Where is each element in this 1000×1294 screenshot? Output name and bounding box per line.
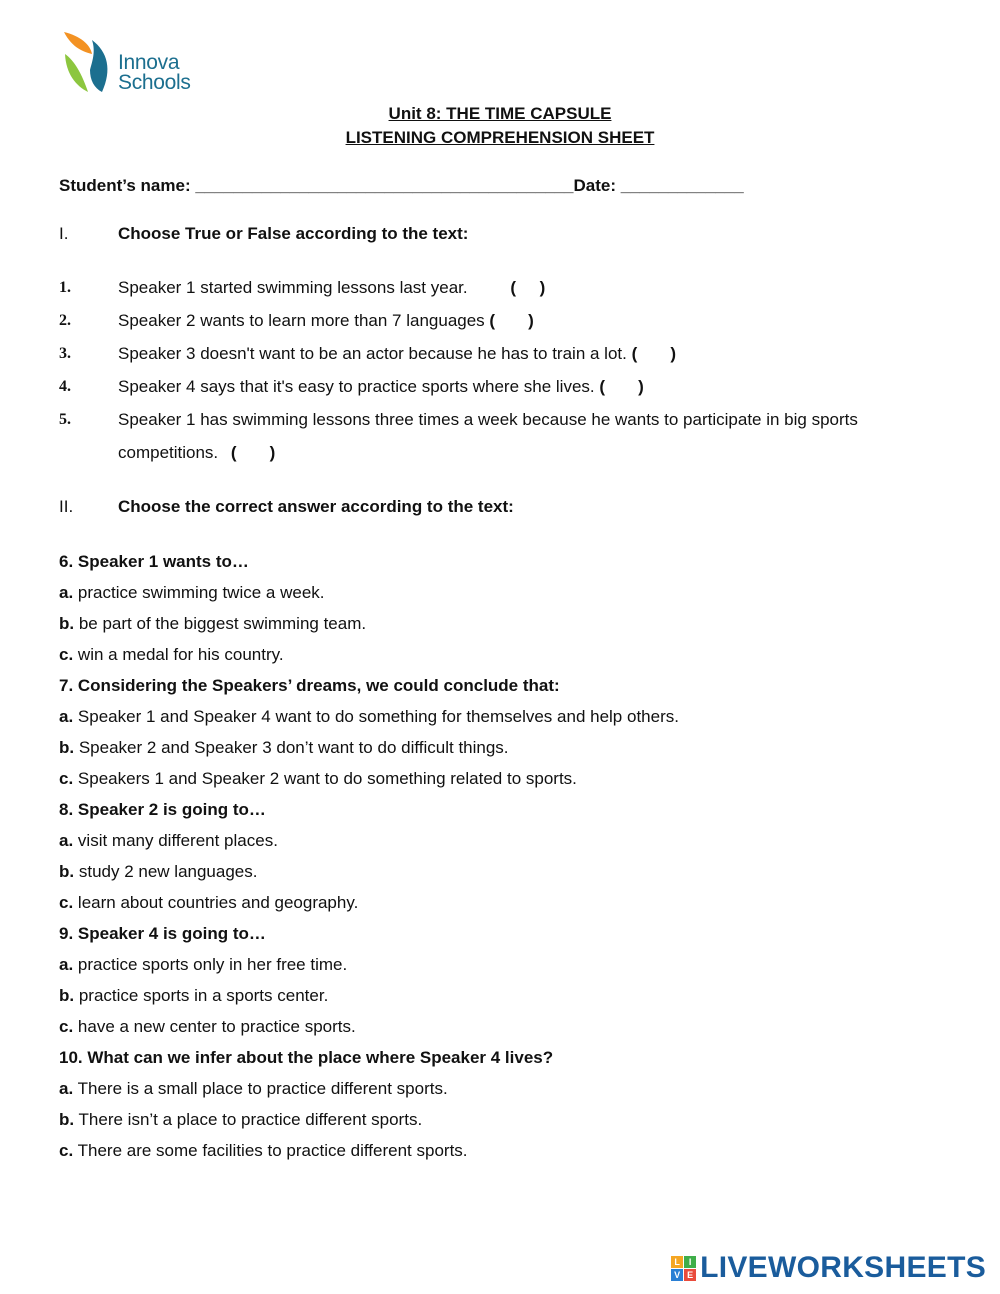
answer-option[interactable] [59, 1079, 679, 1110]
option-text: There are some facilities to practice different sports. [77, 1141, 468, 1160]
answer-option[interactable] [59, 831, 679, 862]
option-text: practice sports only in her free time. [77, 955, 348, 974]
option-text: have a new center to practice sports. [77, 1017, 356, 1036]
tf-item [118, 377, 644, 397]
tf-item [118, 278, 545, 298]
tf-item-number: 1. [59, 279, 71, 296]
tf-item-text: competitions. [118, 443, 219, 462]
tf-answer-box[interactable]: ( ) [230, 443, 276, 462]
option-letter: a. [59, 583, 74, 602]
option-text: win a medal for his country. [77, 645, 284, 664]
answer-option[interactable] [59, 614, 679, 645]
answer-option[interactable] [59, 893, 679, 924]
tf-item-continuation [118, 443, 275, 463]
option-letter: b. [59, 614, 75, 633]
option-letter: a. [59, 707, 74, 726]
section-1-heading: Choose True or False according to the text: [118, 224, 469, 243]
option-letter: c. [59, 769, 74, 788]
tf-answer-box[interactable]: ( ) [631, 344, 676, 363]
question-text: 8. Speaker 2 is going to… [59, 800, 266, 819]
section-1-numeral: I. [59, 224, 69, 243]
answer-option[interactable] [59, 583, 679, 614]
liveworksheets-wordmark: LIVEWORKSHEETS [700, 1251, 986, 1284]
option-text: Speaker 1 and Speaker 4 want to do something for themselves and help others. [77, 707, 679, 726]
answer-option[interactable] [59, 707, 679, 738]
answer-option[interactable] [59, 986, 679, 1017]
sheet-subtitle: LISTENING COMPREHENSION SHEET [345, 128, 655, 147]
date-field[interactable]: Date: _____________ [573, 176, 744, 195]
tf-item-text: Speaker 1 has swimming lessons three times a week because he wants to participate in big sports [118, 410, 858, 429]
option-letter: b. [59, 862, 75, 881]
option-letter: c. [59, 893, 74, 912]
tf-item [118, 344, 676, 364]
logo-text-schools: Schools [118, 71, 191, 94]
tf-item-number: 2. [59, 312, 71, 329]
tf-item-text: Speaker 4 says that it's easy to practice sports where she lives. [118, 377, 595, 396]
question-text: 9. Speaker 4 is going to… [59, 924, 266, 943]
answer-option[interactable] [59, 1141, 679, 1172]
option-text: Speaker 2 and Speaker 3 don’t want to do difficult things. [78, 738, 509, 757]
section-2-heading: Choose the correct answer according to the text: [118, 497, 514, 516]
option-text: study 2 new languages. [78, 862, 258, 881]
option-letter: b. [59, 986, 75, 1005]
mc-question-6 [59, 552, 679, 1172]
tf-item-text: Speaker 1 started swimming lessons last year. [118, 278, 468, 297]
tf-item-number: 4. [59, 378, 71, 395]
logo-text-innova: Innova [118, 51, 180, 74]
option-text: learn about countries and geography. [77, 893, 359, 912]
answer-option[interactable] [59, 1110, 679, 1141]
question-text: 10. What can we infer about the place where Speaker 4 lives? [59, 1048, 554, 1067]
tf-item-number: 3. [59, 345, 71, 362]
live-badge-icon [671, 1256, 696, 1281]
section-2-numeral: II. [59, 497, 74, 516]
option-text: Speakers 1 and Speaker 2 want to do something related to sports. [77, 769, 577, 788]
question-text: 7. Considering the Speakers’ dreams, we could conclude that: [59, 676, 560, 695]
tf-item-number: 5. [59, 411, 71, 428]
option-text: There is a small place to practice different sports. [77, 1079, 448, 1098]
tf-item-text: Speaker 3 doesn't want to be an actor because he has to train a lot. [118, 344, 627, 363]
answer-option[interactable] [59, 645, 679, 676]
option-letter: c. [59, 1017, 74, 1036]
innova-schools-logo [62, 30, 202, 96]
option-letter: a. [59, 831, 74, 850]
option-letter: a. [59, 955, 74, 974]
question-text: 6. Speaker 1 wants to… [59, 552, 249, 571]
answer-option[interactable] [59, 738, 679, 769]
tf-answer-box[interactable]: ( ) [510, 278, 546, 297]
option-text: practice swimming twice a week. [77, 583, 325, 602]
option-text: There isn’t a place to practice different sports. [78, 1110, 423, 1129]
option-letter: b. [59, 1110, 75, 1129]
tf-answer-box[interactable]: ( ) [489, 311, 534, 330]
option-text: visit many different places. [77, 831, 278, 850]
unit-title: Unit 8: THE TIME CAPSULE [388, 104, 612, 123]
badge-letter: V [671, 1269, 683, 1281]
badge-letter: I [684, 1256, 696, 1268]
answer-option[interactable] [59, 862, 679, 893]
answer-option[interactable] [59, 955, 679, 986]
badge-letter: L [671, 1256, 683, 1268]
answer-option[interactable] [59, 769, 679, 800]
tf-answer-box[interactable]: ( ) [599, 377, 644, 396]
option-text: be part of the biggest swimming team. [78, 614, 367, 633]
tf-item [118, 311, 534, 331]
student-info-line [59, 176, 744, 196]
answer-option[interactable] [59, 1017, 679, 1048]
leaf-logo-icon [62, 30, 118, 96]
option-letter: c. [59, 645, 74, 664]
option-letter: a. [59, 1079, 74, 1098]
liveworksheets-brand[interactable] [671, 1251, 986, 1284]
badge-letter: E [684, 1269, 696, 1281]
student-name-field[interactable]: Student’s name: ________________________________________ [59, 176, 574, 195]
option-letter: c. [59, 1141, 74, 1160]
option-text: practice sports in a sports center. [78, 986, 329, 1005]
option-letter: b. [59, 738, 75, 757]
tf-item-text: Speaker 2 wants to learn more than 7 languages [118, 311, 485, 330]
